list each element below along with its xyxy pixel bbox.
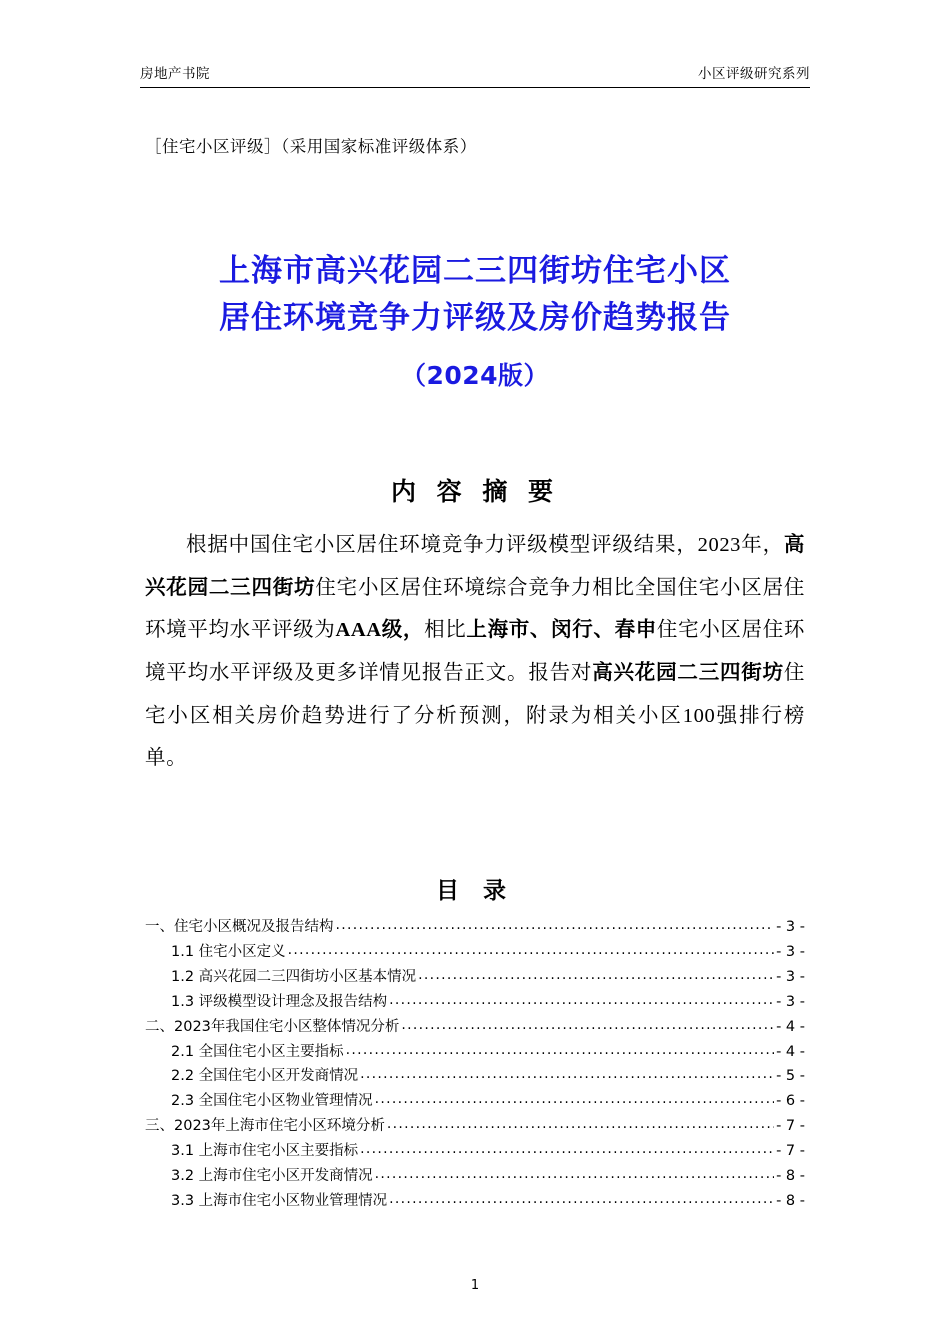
toc-entry-page: - 8 - xyxy=(776,1167,805,1184)
toc-leader-dots xyxy=(389,993,774,1008)
abstract-text-run: 住宅小区居住环境综合竞争力相比全国住宅小区居住环境平均水平评级为 xyxy=(145,576,805,642)
toc-entry-page: - 8 - xyxy=(776,1192,805,1209)
toc-leader-dots xyxy=(401,1018,774,1033)
toc-entry[interactable] xyxy=(145,1064,805,1089)
abstract-text-run: 相比 xyxy=(424,619,467,642)
toc-entry-label: 3.2 上海市住宅小区开发商情况 xyxy=(171,1167,373,1184)
toc-leader-dots xyxy=(387,1117,774,1132)
abstract-text-run: 高兴花园二三四街坊 xyxy=(145,534,805,599)
toc-entry-page: - 3 - xyxy=(776,993,805,1010)
toc-entry[interactable] xyxy=(145,965,805,990)
report-title xyxy=(140,248,810,392)
toc-entry-page: - 4 - xyxy=(776,1018,805,1035)
toc-entry-page: - 3 - xyxy=(776,968,805,985)
header-right-text: 小区评级研究系列 xyxy=(698,66,810,82)
toc-entry[interactable] xyxy=(145,1189,805,1214)
toc-leader-dots xyxy=(360,1067,774,1082)
toc-entry-label: 2.3 全国住宅小区物业管理情况 xyxy=(171,1093,373,1110)
toc-entry-label: 1.3 评级模型设计理念及报告结构 xyxy=(171,993,388,1010)
toc-entry-label: 2.1 全国住宅小区主要指标 xyxy=(171,1043,344,1060)
toc-entry-label: 1.2 高兴花园二三四街坊小区基本情况 xyxy=(171,968,417,985)
title-version: （2024版） xyxy=(400,361,550,391)
toc-entry-page: - 6 - xyxy=(776,1093,805,1110)
abstract-text-run: 住宅小区相关房价趋势进行了分析预测，附录为相关小区100强排行榜单。 xyxy=(145,661,805,770)
toc-leader-dots xyxy=(346,1043,774,1058)
toc-leader-dots xyxy=(375,1092,774,1107)
toc-entry-label: 3.1 上海市住宅小区主要指标 xyxy=(171,1143,359,1160)
abstract-heading: 内 容 摘 要 xyxy=(390,477,560,506)
toc-leader-dots xyxy=(375,1167,774,1182)
toc-entry-label: 一、住宅小区概况及报告结构 xyxy=(145,919,334,936)
abstract-text-run: AAA级， xyxy=(335,619,425,642)
abstract-text-run: 住宅小区居住环境平均水平评级及更多详情见报告正文。报告对 xyxy=(145,619,805,684)
toc-leader-dots xyxy=(360,1142,774,1157)
toc-leader-dots xyxy=(288,943,774,958)
toc-entry-label: 2.2 全国住宅小区开发商情况 xyxy=(171,1068,359,1085)
toc-entry-label: 1.1 住宅小区定义 xyxy=(171,944,286,961)
toc-entry[interactable] xyxy=(145,1039,805,1064)
toc-entry[interactable] xyxy=(145,1089,805,1114)
toc-entry[interactable] xyxy=(145,915,805,940)
page-footer: 1 xyxy=(470,1278,480,1293)
table-of-contents xyxy=(145,915,805,1214)
toc-entry-page: - 7 - xyxy=(776,1143,805,1160)
toc-entry-page: - 7 - xyxy=(776,1118,805,1135)
page-header xyxy=(140,62,810,88)
document-category-label: ［住宅小区评级］（采用国家标准评级体系） xyxy=(145,137,477,156)
toc-entry[interactable] xyxy=(145,990,805,1015)
abstract-text-run: 根据中国住宅小区居住环境竞争力评级模型评级结果，2023年， xyxy=(186,534,784,556)
title-line-2: 居住环境竞争力评级及房价趋势报告 xyxy=(219,300,731,337)
toc-entry[interactable] xyxy=(145,1114,805,1139)
toc-heading: 目 录 xyxy=(435,878,514,904)
toc-entry[interactable] xyxy=(145,1164,805,1189)
toc-entry-label: 三、2023年上海市住宅小区环境分析 xyxy=(145,1118,385,1135)
toc-entry[interactable] xyxy=(145,940,805,965)
toc-leader-dots xyxy=(418,968,774,983)
toc-leader-dots xyxy=(336,918,775,933)
toc-entry-label: 二、2023年我国住宅小区整体情况分析 xyxy=(145,1018,400,1035)
abstract-text-run: 高兴花园二三四街坊 xyxy=(592,661,784,684)
toc-entry-page: - 5 - xyxy=(776,1068,805,1085)
title-line-1: 上海市高兴花园二三四街坊住宅小区 xyxy=(219,253,731,289)
toc-entry-page: - 3 - xyxy=(776,944,805,961)
toc-entry-page: - 3 - xyxy=(776,919,805,936)
abstract-paragraph xyxy=(145,524,805,780)
toc-entry-label: 3.3 上海市住宅小区物业管理情况 xyxy=(171,1192,388,1209)
toc-entry-page: - 4 - xyxy=(776,1043,805,1060)
toc-entry[interactable] xyxy=(145,1139,805,1164)
toc-entry[interactable] xyxy=(145,1015,805,1040)
toc-leader-dots xyxy=(389,1192,774,1207)
abstract-text-run: 上海市、闵行、春申 xyxy=(466,619,657,642)
header-left-text: 房地产书院 xyxy=(140,66,210,82)
